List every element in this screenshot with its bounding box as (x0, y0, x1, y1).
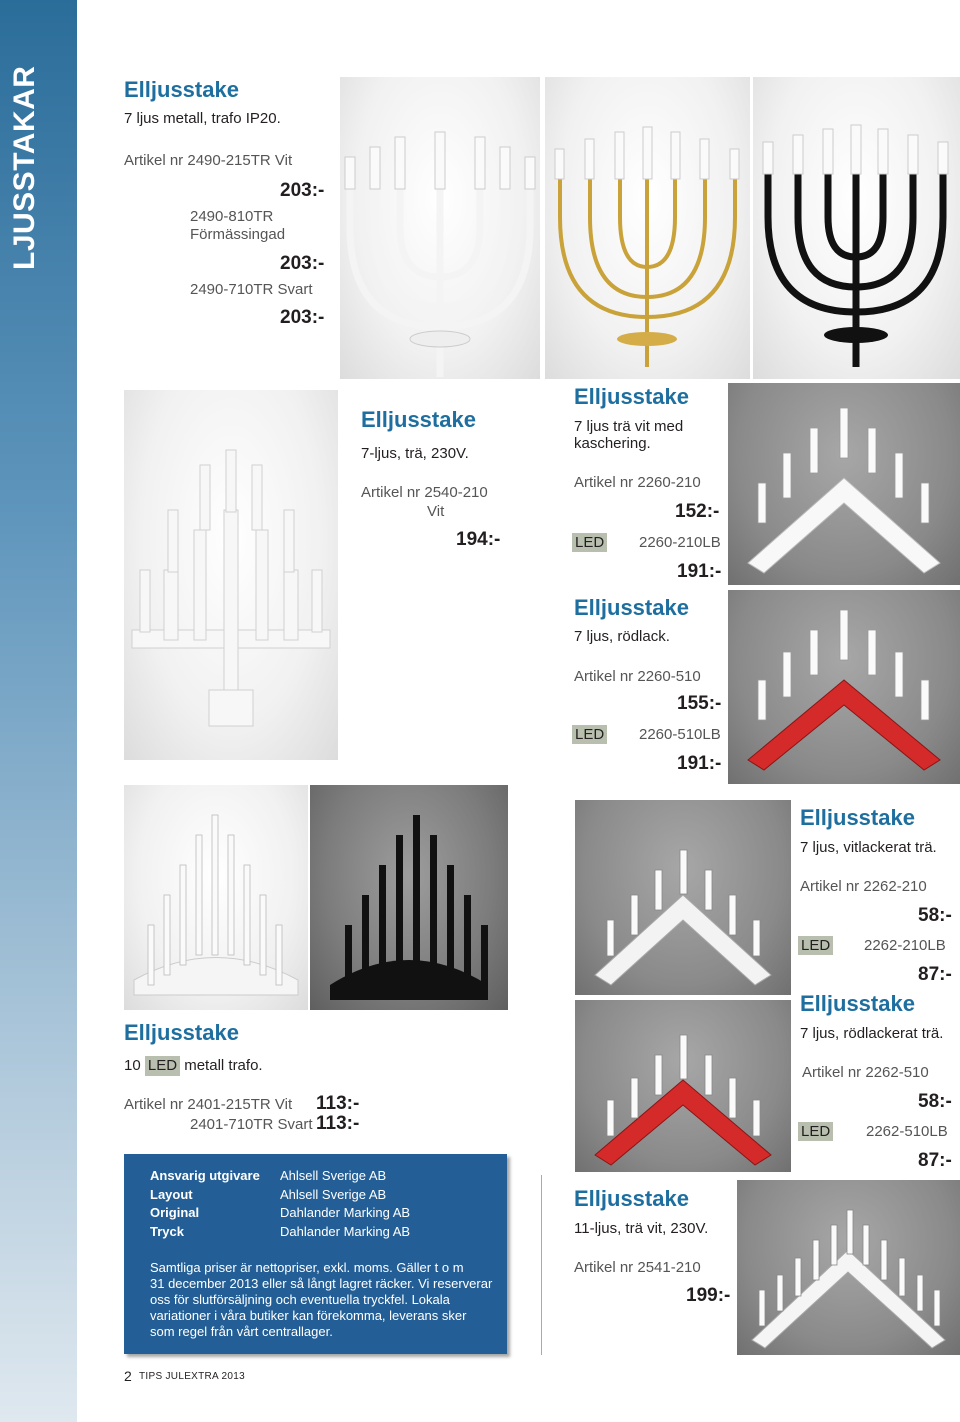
p6-art2: 2262-210LB (864, 937, 946, 954)
p7-price1: 58:- (918, 1091, 952, 1112)
p1-desc: 7 ljus metall, trafo IP20. (124, 110, 281, 127)
info-row-value: Ahlsell Sverige AB (280, 1187, 387, 1202)
p4-heading: Elljusstake (574, 595, 689, 620)
p3-desc2: kaschering. (574, 435, 651, 452)
info-row (150, 1224, 410, 1239)
small-red-triangle-graphic (575, 1000, 791, 1172)
p1-art2a: 2490-810TR (190, 208, 274, 225)
p7-led-badge: LED (798, 1122, 833, 1141)
p7-desc: 7 ljus, rödlackerat trä. (800, 1025, 944, 1042)
p6-art-line: Artikel nr 2262-210 (800, 878, 927, 895)
sidebar-title: LJUSSTAKAR (8, 65, 41, 270)
black-led-graphic (310, 785, 508, 1010)
wood-candelabra-graphic (124, 390, 338, 760)
photo-small-red-triangle (575, 1000, 791, 1172)
p7-price2: 87:- (918, 1150, 952, 1171)
p3-price1: 152:- (675, 501, 720, 522)
p8-heading: Elljusstake (574, 1186, 689, 1211)
p5-heading: Elljusstake (124, 1020, 239, 1045)
info-row-label: Tryck (150, 1224, 184, 1239)
p8-price: 199:- (686, 1285, 731, 1306)
column-divider (541, 1175, 542, 1355)
p6-price1: 58:- (918, 905, 952, 926)
p1-price3: 203:- (280, 307, 325, 328)
red-triangle-graphic (728, 590, 960, 784)
photo-11-light-candelabra (737, 1180, 960, 1355)
p4-price2: 191:- (677, 753, 722, 774)
p4-art-line: Artikel nr 2260-510 (574, 668, 701, 685)
white-led-graphic (124, 785, 308, 1010)
white-triangle-graphic (728, 383, 960, 585)
p5-art-line: Artikel nr 2401-215TR Vit (124, 1096, 293, 1113)
photo-black-led-candelabra (310, 785, 508, 1010)
footer-title: TIPS JULEXTRA 2013 (139, 1371, 246, 1382)
info-row (150, 1168, 386, 1183)
info-row-label: Ansvarig utgivare (150, 1168, 260, 1183)
p6-desc: 7 ljus, vitlackerat trä. (800, 839, 937, 856)
p1-art3: 2490-710TR Svart (190, 281, 313, 298)
p4-led-badge: LED (572, 725, 607, 744)
info-note-line: 31 december 2013 eller så långt lagret räcker. Vi reserverar (150, 1276, 493, 1291)
info-note-line: Samtliga priser är nettopriser, exkl. moms. Gäller t o m (150, 1260, 464, 1275)
p1-price2: 203:- (280, 253, 325, 274)
p4-price1: 155:- (677, 693, 722, 714)
info-row-label: Original (150, 1205, 200, 1220)
p2-art-line: Artikel nr 2540-210 (361, 484, 488, 501)
photo-white-wood-candelabra (124, 390, 338, 760)
p2-art-color: Vit (427, 503, 445, 520)
info-row-value: Ahlsell Sverige AB (280, 1168, 387, 1183)
p3-led-badge: LED (572, 533, 607, 552)
small-white-triangle-graphic (575, 800, 791, 995)
p2-price: 194:- (456, 529, 501, 550)
photo-small-white-triangle (575, 800, 791, 995)
p6-heading: Elljusstake (800, 805, 915, 830)
p1-art2b: Förmässingad (190, 226, 286, 243)
p4-art2: 2260-510LB (639, 726, 721, 743)
page-number: 2 (124, 1368, 132, 1384)
info-row-value: Dahlander Marking AB (280, 1224, 411, 1239)
p5-desc-pre: 10 (124, 1057, 141, 1074)
photo-white-metal-candelabra (340, 77, 540, 379)
info-note-line: oss för slutförsäljning och eventuella tryckfel. Lokala (150, 1292, 450, 1307)
p2-heading: Elljusstake (361, 407, 476, 432)
candelabra-brass-graphic (545, 77, 750, 379)
photo-white-triangle-candelabra (728, 383, 960, 585)
p7-art-line: Artikel nr 2262-510 (802, 1064, 929, 1081)
info-row (150, 1187, 386, 1202)
candelabra-black-graphic (753, 77, 960, 379)
info-row-value: Dahlander Marking AB (280, 1205, 411, 1220)
p5-desc (124, 1056, 263, 1076)
p3-art-line: Artikel nr 2260-210 (574, 474, 701, 491)
info-row-label: Layout (150, 1187, 193, 1202)
p6-price2: 87:- (918, 964, 952, 985)
p1-price1: 203:- (280, 180, 325, 201)
eleven-light-graphic (737, 1180, 960, 1355)
p5-desc-post: metall trafo. (184, 1057, 263, 1074)
photo-white-led-candelabra (124, 785, 308, 1010)
p8-art-line: Artikel nr 2541-210 (574, 1259, 701, 1276)
p8-desc: 11-ljus, trä vit, 230V. (574, 1220, 709, 1237)
p5-price2: 113:- (316, 1113, 360, 1134)
p3-desc1: 7 ljus trä vit med (574, 418, 684, 435)
p1-heading: Elljusstake (124, 77, 239, 102)
photo-brass-candelabra (545, 77, 750, 379)
p7-heading: Elljusstake (800, 991, 915, 1016)
p5-led-badge: LED (145, 1056, 180, 1076)
info-note-line: som regel från vårt centrallager. (150, 1324, 333, 1339)
publisher-info-box (124, 1154, 507, 1354)
p2-desc: 7-ljus, trä, 230V. (361, 445, 469, 462)
p5-art2: 2401-710TR Svart (190, 1116, 313, 1133)
p4-desc: 7 ljus, rödlack. (574, 628, 670, 645)
p5-price1: 113:- (316, 1093, 360, 1114)
info-note-line: variationer i våra butiker kan förekomma, leverans sker (150, 1308, 467, 1323)
p3-heading: Elljusstake (574, 384, 689, 409)
info-row (150, 1205, 410, 1220)
photo-black-candelabra (753, 77, 960, 379)
p3-art2: 2260-210LB (639, 534, 721, 551)
photo-red-triangle-candelabra (728, 590, 960, 784)
p6-led-badge: LED (798, 936, 833, 955)
candelabra-white-graphic (340, 77, 540, 379)
p7-art2: 2262-510LB (866, 1123, 948, 1140)
p3-price2: 191:- (677, 561, 722, 582)
p1-art-line: Artikel nr 2490-215TR Vit (124, 152, 293, 169)
